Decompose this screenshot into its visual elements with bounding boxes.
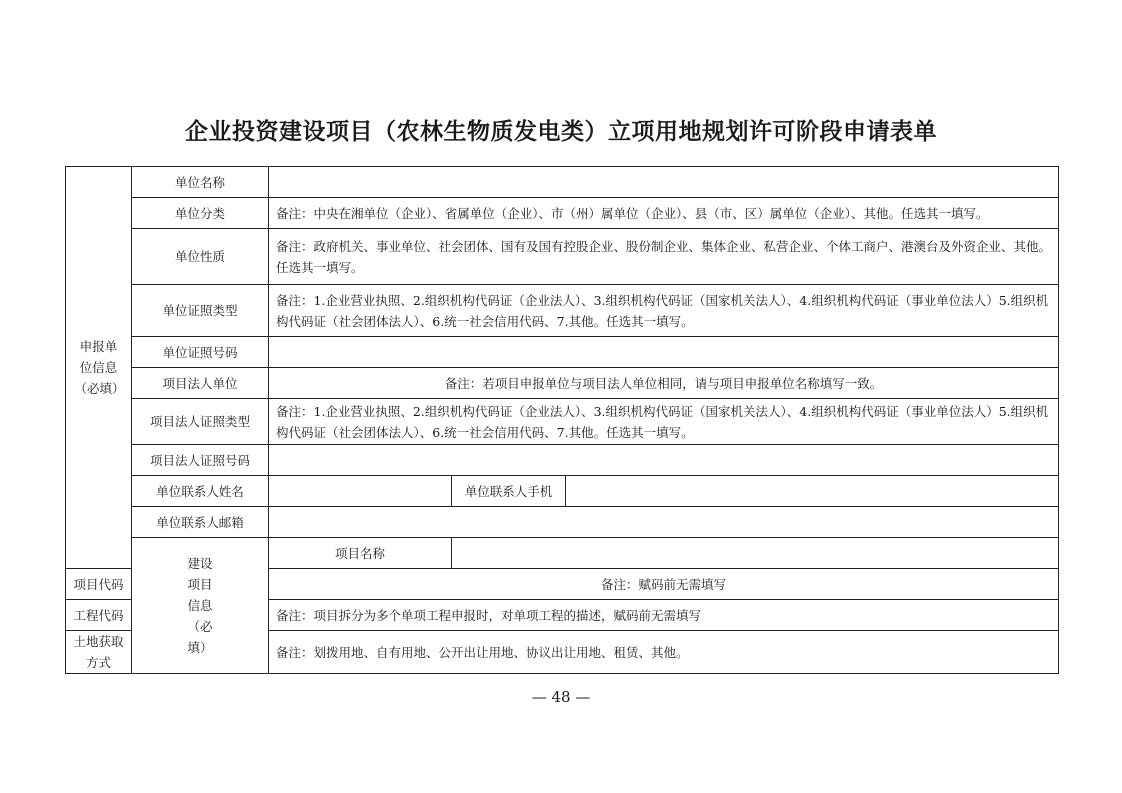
field-unit-category[interactable]: 备注：中央在湘单位（企业）、省属单位（企业）、市（州）属单位（企业）、县（市、区）属单位（企业）、其他。任选其一填写。 [269,198,1059,229]
field-legal-cert-no[interactable] [269,445,1059,476]
label-unit-category: 单位分类 [132,198,269,229]
row-legal-unit [66,368,1059,399]
section-applicant-info [66,167,132,569]
field-unit-cert-no[interactable] [269,337,1059,368]
field-contact-phone[interactable] [566,476,1059,507]
row-legal-cert-no [66,445,1059,476]
label-legal-cert-no: 项目法人证照号码 [132,445,269,476]
row-legal-cert-type [66,399,1059,445]
row-contact-email [66,507,1059,538]
label-contact-phone: 单位联系人手机 [452,476,566,507]
field-engineering-code[interactable]: 备注：项目拆分为多个单项工程申报时，对单项工程的描述，赋码前无需填写 [269,600,1059,631]
field-unit-nature[interactable]: 备注：政府机关、事业单位、社会团体、国有及国有控股企业、股份制企业、集体企业、私营企业、个体工商户、港澳台及外资企业、其他。任选其一填写。 [269,229,1059,285]
field-unit-name[interactable] [269,167,1059,198]
label-engineering-code: 工程代码 [66,600,132,631]
row-unit-category [66,198,1059,229]
field-project-code[interactable]: 备注：赋码前无需填写 [269,569,1059,600]
row-contact-name [66,476,1059,507]
field-legal-unit[interactable]: 备注：若项目申报单位与项目法人单位相同，请与项目申报单位名称填写一致。 [269,368,1059,399]
label-unit-name: 单位名称 [132,167,269,198]
label-land-method: 土地获取方式 [66,631,132,674]
row-unit-name [66,167,1059,198]
label-legal-unit: 项目法人单位 [132,368,269,399]
field-contact-email[interactable] [269,507,1059,538]
label-contact-email: 单位联系人邮箱 [132,507,269,538]
section-project-info [132,538,269,674]
row-project-name [66,538,1059,569]
document-title: 企业投资建设项目（农林生物质发电类）立项用地规划许可阶段申请表单 [185,118,937,145]
row-unit-nature [66,229,1059,285]
row-unit-cert-type [66,285,1059,337]
application-form-table [65,166,1059,674]
field-unit-cert-type[interactable]: 备注：1.企业营业执照、2.组织机构代码证（企业法人）、3.组织机构代码证（国家机关法人）、4.组织机构代码证（事业单位法人）5.组织机构代码证（社会团体法人）、6.统一社会信用代码、7.其他。任选其一填写。 [269,285,1059,337]
label-project-name: 项目名称 [269,538,452,569]
label-unit-cert-no: 单位证照号码 [132,337,269,368]
label-project-code: 项目代码 [66,569,132,600]
section-applicant-label: 申报单位信息（必填） [74,339,125,396]
section-project-label: 建设项目信息（必填） [187,556,213,655]
page-number: — 48 — [531,688,591,706]
label-contact-name: 单位联系人姓名 [132,476,269,507]
label-legal-cert-type: 项目法人证照类型 [132,399,269,445]
row-unit-cert-no [66,337,1059,368]
field-contact-name[interactable] [269,476,452,507]
field-project-name[interactable] [452,538,1059,569]
field-land-method[interactable]: 备注：划拨用地、自有用地、公开出让用地、协议出让用地、租赁、其他。 [269,631,1059,674]
label-unit-cert-type: 单位证照类型 [132,285,269,337]
field-legal-cert-type[interactable]: 备注：1.企业营业执照、2.组织机构代码证（企业法人）、3.组织机构代码证（国家机关法人）、4.组织机构代码证（事业单位法人）5.组织机构代码证（社会团体法人）、6.统一社会信用代码、7.其他。任选其一填写。 [269,399,1059,445]
label-unit-nature: 单位性质 [132,229,269,285]
